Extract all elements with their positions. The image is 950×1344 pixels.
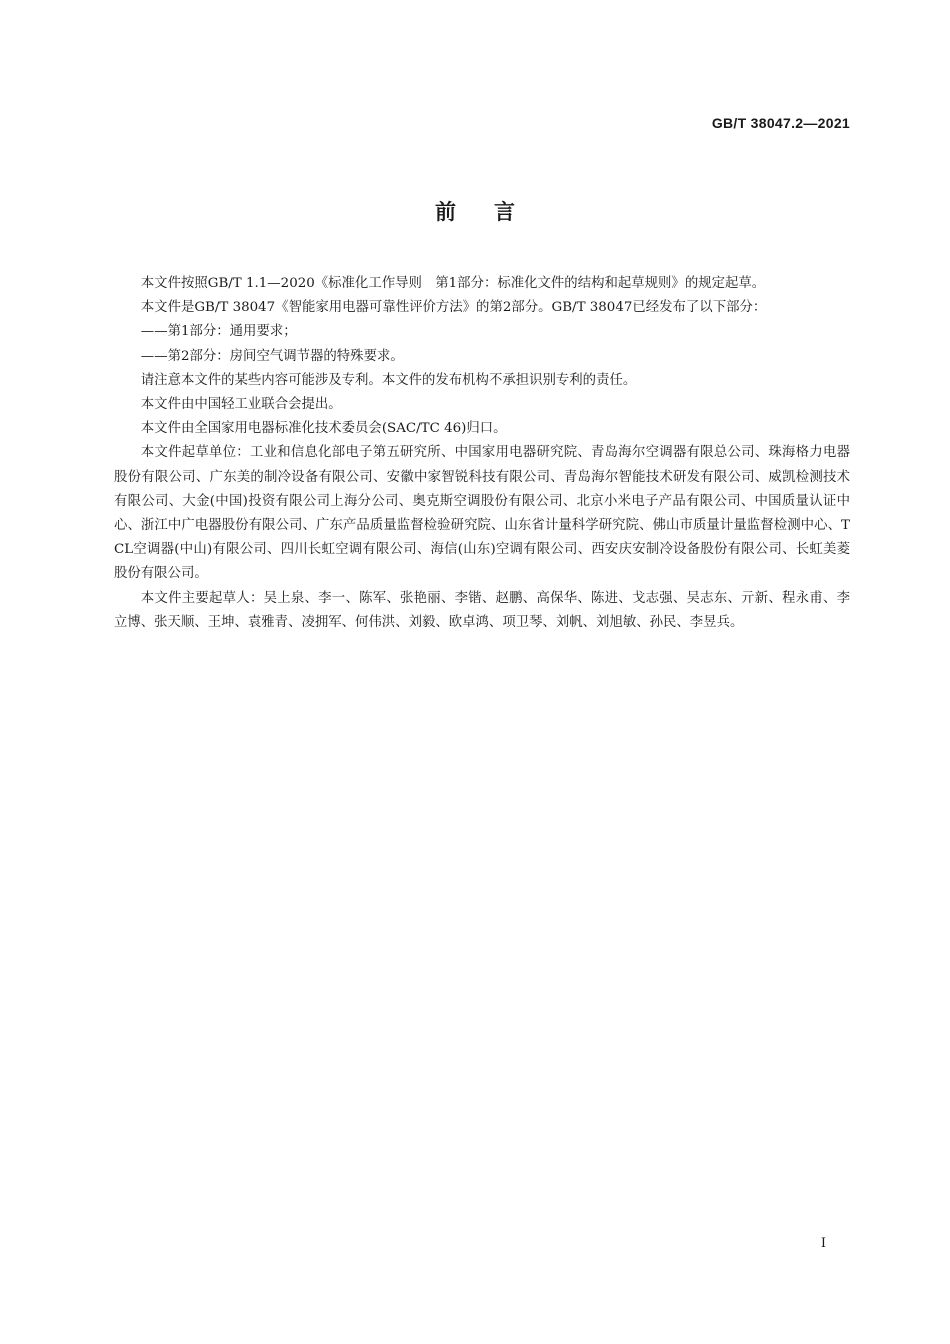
page-title: 前言	[435, 200, 553, 224]
paragraph-drafting-rules: 本文件按照GB/T 1.1—2020《标准化工作导则 第1部分：标准化文件的结构和起草规则》的规定起草。	[140, 276, 766, 291]
list-item-part-1: ——第1部分：通用要求；	[140, 324, 297, 340]
paragraph-series-parts: 本文件是GB/T 38047《智能家用电器可靠性评价方法》的第2部分。GB/T 38047已经发布了以下部分：	[140, 300, 767, 316]
paragraph-proposed-by: 本文件由中国轻工业联合会提出。	[140, 397, 342, 413]
document-body	[114, 272, 850, 635]
paragraph-under-jurisdiction: 本文件由全国家用电器标准化技术委员会(SAC/TC 46)归口。	[140, 421, 507, 437]
document-code: GB/T 38047.2—2021	[711, 115, 850, 131]
paragraph-main-drafters: 本文件主要起草人：吴上泉、李一、陈军、张艳丽、李锴、赵鹏、高保华、陈进、戈志强、吴志东、亓新、程永甫、李立博、张天顺、王坤、袁雅青、凌拥军、何伟洪、刘毅、欧卓鸿、项卫琴、刘帆、刘旭敏、孙民、李昱兵。	[114, 590, 850, 630]
paragraph-patent-notice: 请注意本文件的某些内容可能涉及专利。本文件的发布机构不承担识别专利的责任。	[140, 372, 637, 388]
paragraph-drafting-organizations: 本文件起草单位：工业和信息化部电子第五研究所、中国家用电器研究院、青岛海尔空调器有限总公司、珠海格力电器股份有限公司、广东美的制冷设备有限公司、安徽中家智锐科技有限公司、青岛海尔智能技术研发有限公司、威凯检测技术有限公司、大金(中国)投资有限公司上海分公司、奥克斯空调股份有限公司、北京小米电子产品有限公司、中国质量认证中心、浙江中广电器股份有限公司、广东产品质量监督检验研究院、山东省计量科学研究院、佛山市质量计量监督检测中心、TCL空调器(中山)有限公司、四川长虹空调有限公司、海信(山东)空调有限公司、西安庆安制冷设备股份有限公司、长虹美菱股份有限公司。	[114, 445, 850, 582]
page-number: I	[820, 1236, 826, 1251]
list-item-part-2: ——第2部分：房间空气调节器的特殊要求。	[140, 348, 404, 364]
